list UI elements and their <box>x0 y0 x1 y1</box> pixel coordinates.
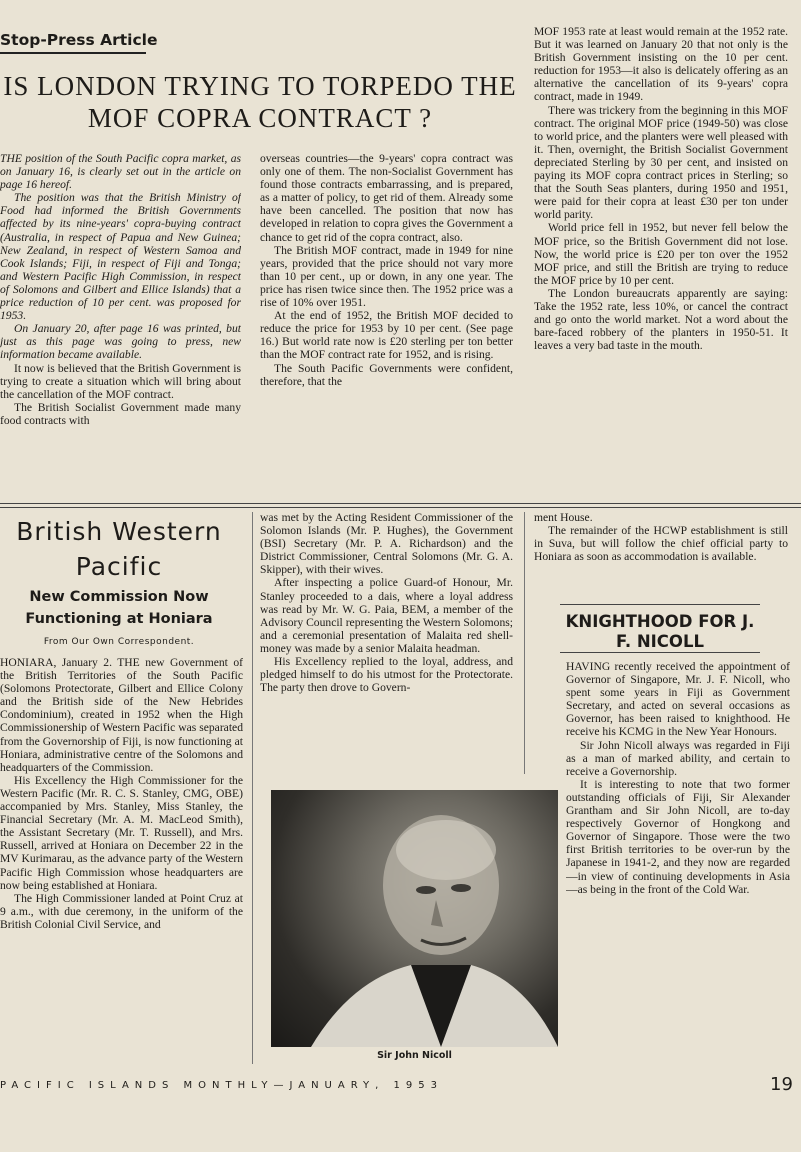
paragraph: It now is believed that the British Government is trying to create a situation which will bring about the cancellation of the MOF contract. <box>0 361 241 401</box>
section-underline <box>0 52 146 54</box>
page-number: 19 <box>770 1074 793 1095</box>
byline: From Our Own Correspondent. <box>43 637 195 647</box>
article1-column-3 <box>534 25 788 497</box>
paragraph: MOF 1953 rate at least would remain at the 1952 rate. But it was learned on January 20 that not only is the British Government insisting on the 10 per cent. reduction for 1953—it also is delicately offering as an alternative the cancellation of its 9-years' copra contract, made in 1949. <box>534 25 788 104</box>
article1-column-2 <box>260 152 513 497</box>
running-footer: PACIFIC ISLANDS MONTHLY—JANUARY, 1953 <box>0 1080 443 1091</box>
heading-rule <box>560 652 760 653</box>
paragraph: The position was that the British Ministry of Food had informed the British Governments affected by its nine-years' copra-buying contract (Australia, in respect of Papua and New Guinea; New Zealand, in respect of Western Samoa and Cook Islands; Fiji, in respect of Fiji and Tonga; and Western Pacific High Commission, in respect of Solomons and Gilbert and Ellice Islands) that a price reduction of 10 per cent. was proposed for 1953. <box>0 191 241 323</box>
article3-body <box>566 660 790 1070</box>
paragraph: It is interesting to note that two former outstanding officials of Fiji, Sir Alexander Grantham and Sir John Nicoll, are to-day respectively Governor of Hongkong and Governor of Singapore. Those were the two first British territories to be over-run by the Japanese in 1941-2, and they now are regarded—in view of continuing developments in Asia—as being in the front of the Cold War. <box>566 777 790 896</box>
section-label: Stop-Press Article <box>0 31 158 49</box>
article1-column-1 <box>0 152 241 497</box>
paragraph: Sir John Nicoll always was regarded in Fiji as a man of marked ability, and certain to receive a Governorship. <box>566 738 790 778</box>
paragraph: His Excellency replied to the loyal, address, and pledged himself to do his utmost for the Protectorate. The party then drove to Govern- <box>260 655 513 695</box>
column-rule <box>524 512 525 774</box>
article2-column-1 <box>0 656 243 1066</box>
paragraph: After inspecting a police Guard-of Honour, Mr. Stanley proceeded to a dais, where a loyal address was read by Mr. W. G. Paia, BEM, a member of the Advisory Council representing the Western Solomons; and a ceremonial presentation of Malaita red shell-money was made by a senior Malaita headman. <box>260 576 513 655</box>
article2-title: British Western Pacific <box>16 517 222 581</box>
article2-subtitle: New Commission Now Functioning at Honiara <box>25 589 213 628</box>
heading-rule <box>560 604 760 605</box>
paragraph: The remainder of the HCWP establishment is still in Suva, but will follow the chief official party to Honiara as soon as accommodation is available. <box>534 524 788 564</box>
paragraph: On January 20, after page 16 was printed, but just as this page was going to press, new information became available. <box>0 322 241 362</box>
column-rule <box>252 512 253 1064</box>
paragraph: The British MOF contract, made in 1949 for nine years, provided that the price should not vary more than 10 per cent., up or down, in any one year. The price has risen twice since then. The 1952 price was a rise of 10% over 1951. <box>260 243 513 310</box>
paragraph: His Excellency the High Commissioner for the Western Pacific (Mr. R. C. S. Stanley, CMG, OBE) accompanied by Mrs. Stanley, Miss Stanley, the Financial Secretary (Mr. A. M. MacLeod Smith), the Assistant Secretary (Mr. T. Russell), and Mrs. Russell, arrived at Honiara on December 22 in the MV Kurimarau, as the advance party of the Western Pacific High Commission whose headquarters are now being established at Honiara. <box>0 773 243 892</box>
paragraph: World price fell in 1952, but never fell below the MOF price, so the British Government did not lose. Now, the world price is £20 per ton over the 1952 MOF price, and still the British are trying to reduce the MOF price by 10 per cent. <box>534 221 788 287</box>
paragraph: The South Pacific Governments were confident, therefore, that the <box>260 361 513 388</box>
paragraph: HONIARA, January 2. THE new Government of the British Territories of the South Pacific (Solomons Protectorate, Gilbert and Ellice Colony and the British side of the New Hebrides Condominium), created in 1952 when the High Commissionership of Western Pacific was separated from the Governorship of Fiji, is now functioning at Honiara, administrative centre of the Solomons and headquarters of the Commission. <box>0 656 243 774</box>
section-divider <box>0 503 801 504</box>
portrait-image <box>271 790 558 1047</box>
paragraph: THE position of the South Pacific copra market, as on January 16, is clearly set out in the article on page 16 hereof. <box>0 152 241 192</box>
paragraph: There was trickery from the beginning in this MOF contract. The original MOF price (1949-50) was close to world price, and the planters were well pleased with it. Then, overnight, the British Socialist Government depreciated Sterling by 30 per cent, and insisted on paying its MOF copra contract prices in Sterling; so that the South Seas planters, during 1950 and 1951, were paid for their copra at least £30 per ton under world parity. <box>534 103 788 222</box>
portrait-photo <box>271 790 558 1047</box>
paragraph: ment House. <box>534 511 593 524</box>
section-divider <box>0 507 801 508</box>
paragraph: HAVING recently received the appointment of Governor of Singapore, Mr. J. F. Nicoll, who spent some years in Fiji as Government Secretary, and acted on several occasions as Governor, has been raised to knighthood. He receive his KCMG in the New Year Honours. <box>566 660 790 739</box>
paragraph: overseas countries—the 9-years' copra contract was only one of them. The non-Socialist Government has found those contracts embarrassing, and is prepared, as a matter of policy, to get rid of them. Already some have been cancelled. The position that now has developed in relation to copra gives the Government a chance to get rid of the copra contract, also. <box>260 152 513 244</box>
paragraph: At the end of 1952, the British MOF decided to reduce the price for 1953 by 10 per cent. (See page 16.) But world rate now is £20 sterling per ton better than the MOF contract rate for 1952, and is rising. <box>260 309 513 362</box>
article3-title: KNIGHTHOOD FOR J. F. NICOLL <box>565 612 755 651</box>
photo-caption: Sir John Nicoll <box>377 1050 452 1061</box>
article2-column-2 <box>260 511 513 771</box>
paragraph: The High Commissioner landed at Point Cruz at 9 a.m., with due ceremony, in the uniform of the British Colonial Civil Service, and <box>0 891 243 931</box>
paragraph: The British Socialist Government made many food contracts with <box>0 400 241 427</box>
paragraph: The London bureaucrats apparently are saying: Take the 1952 rate, less 10%, or cancel the contract and go onto the world market. Not a word about the bare-faced robbery of the planters in 1950-51. It leaves a very bad taste in the mouth. <box>534 286 788 353</box>
headline: IS LONDON TRYING TO TORPEDO THE MOF COPRA CONTRACT ? <box>3 71 517 134</box>
paragraph: was met by the Acting Resident Commissioner of the Solomon Islands (Mr. P. Hughes), the Government (BSI) Secretary (Mr. P. A. Richardson) and the District Commissioner, Central Solomons (Mr. G. A. Skipper), with their wives. <box>260 511 513 577</box>
article2-column-3 <box>534 511 788 589</box>
